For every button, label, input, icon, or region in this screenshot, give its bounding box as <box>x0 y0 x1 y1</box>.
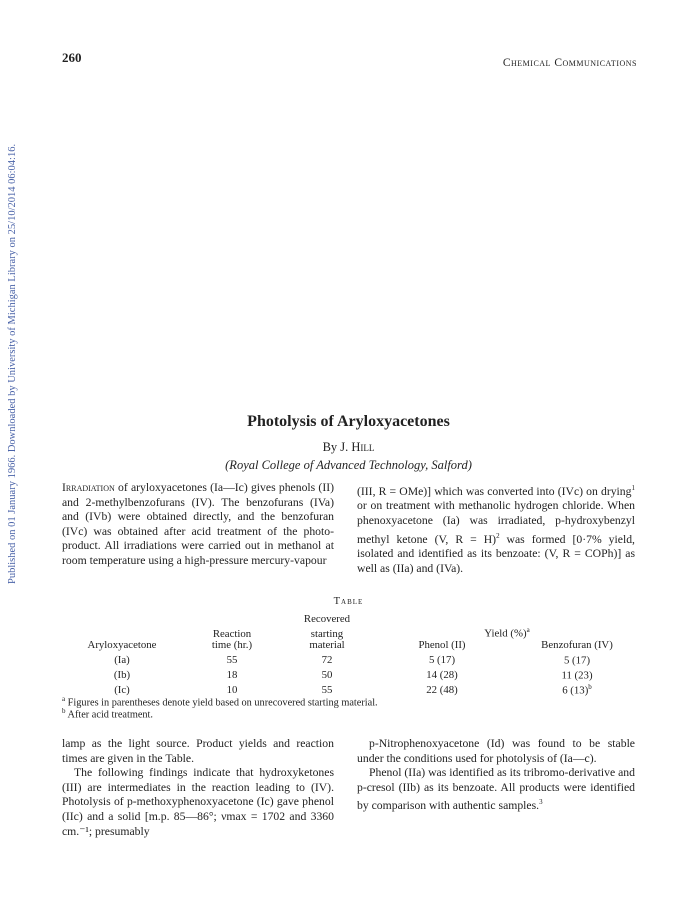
affiliation: (Royal College of Advanced Technology, Salford) <box>225 458 472 472</box>
benzofuran-mark: b <box>588 682 592 691</box>
benzofuran-value: 11 (23) <box>561 669 593 682</box>
table-row <box>62 652 642 667</box>
upper-left-column <box>62 481 334 569</box>
time-cell: 10 <box>226 684 238 697</box>
reference-2-mark: 2 <box>496 531 500 540</box>
table-footnote-b <box>62 707 153 720</box>
benzofuran-cell <box>512 652 642 667</box>
time-cell: 18 <box>226 669 238 682</box>
byline-prefix: By J. <box>322 440 349 454</box>
yield-group-header <box>372 625 642 640</box>
table-row <box>62 667 642 682</box>
table-caption: Table <box>333 596 364 607</box>
header-row-1 <box>62 614 642 625</box>
recovered-cell: 55 <box>321 684 333 697</box>
author-surname: Hill <box>351 440 375 454</box>
yield-table <box>62 614 642 697</box>
phenol-header: Phenol (II) <box>418 639 466 652</box>
journal-name: Chemical Communications <box>502 57 637 69</box>
recovered-cell: 50 <box>321 669 333 682</box>
benzofuran-cell <box>512 682 642 697</box>
benzofuran-value: 5 (17) <box>563 654 591 667</box>
paragraph <box>357 766 635 814</box>
aryloxyacetone-header: Aryloxyacetone <box>87 639 157 652</box>
paragraph: lamp as the light source. Product yields and reaction times are given in the Table. <box>62 737 334 765</box>
time-cell: 55 <box>226 654 238 667</box>
reference-1-mark: 1 <box>631 484 635 492</box>
lower-right-column <box>357 737 635 814</box>
yield-footnote-mark: a <box>526 626 530 635</box>
reference-3-mark: 3 <box>539 798 543 807</box>
compound-cell: (Ic) <box>114 684 130 697</box>
benzofuran-cell <box>512 667 642 682</box>
compound-cell: (Ia) <box>114 654 130 667</box>
lead-word: Irradiation <box>62 481 115 494</box>
paragraph: p-Nitrophenoxyacetone (Id) was found to be stable under the conditions used for photolysis of (Ia—c). <box>357 737 635 765</box>
recovered-header-2: starting <box>310 628 344 640</box>
paragraph-text: Phenol (IIa) was identified as its tribromo-derivative and p-cresol (IIb) as its benzoate. All products were identified by comparison with authentic samples. <box>357 766 635 813</box>
upper-right-text-2: or on treatment with methanolic hydrogen chloride. When phenoxyacetone (Ia) was irradiated, p-hydroxybenzyl methyl ketone (V, R = H) <box>357 499 635 546</box>
benzofuran-header: Benzofuran (IV) <box>541 639 613 652</box>
article-title: Photolysis of Aryloxyacetones <box>247 413 450 430</box>
download-notice[interactable]: Published on 01 January 1966. Downloaded by University of Michigan Library on 25/10/2014 06:04:16. <box>7 143 18 584</box>
phenol-cell: 22 (48) <box>426 684 458 697</box>
phenol-cell: 14 (28) <box>426 669 458 682</box>
reaction-header-2: time (hr.) <box>211 639 253 652</box>
lower-left-column <box>62 737 334 839</box>
upper-right-text-3: was formed [0·7% yield, isolated and identified as its benzoate: (V, R = COPh)] as well as (IIa) and (IVa). <box>357 532 635 575</box>
yield-group-label: Yield (%) <box>484 628 527 640</box>
reaction-header-1: Reaction <box>212 628 252 640</box>
recovered-cell: 72 <box>321 654 333 667</box>
phenol-cell: 5 (17) <box>428 654 456 667</box>
upper-right-column <box>357 481 635 576</box>
paragraph: The following findings indicate that hydroxyketones (III) are intermediates in the reaction leading to (IV). Photolysis of p-methoxyphenoxyacetone (Ic) gave phenol (IIc) and a solid [m.p. 85—86°; νmax = 1702 and 3360 cm.⁻¹; presumably <box>62 766 334 838</box>
recovered-header-3: material <box>309 639 345 652</box>
footnote-text: Figures in parentheses denote yield based on unrecovered starting material. <box>65 697 378 709</box>
footnote-mark: a <box>62 695 66 703</box>
header-row-2 <box>62 625 642 640</box>
footnote-mark: b <box>62 707 66 715</box>
benzofuran-value: 6 (13) <box>562 684 589 697</box>
upper-left-text: of aryloxyacetones (Ia—Ic) gives phenols (II) and 2-methylbenzofurans (IV). The benzofurans (IVa) and (IVb) were obtained directly, and the benzofuran (IVc) was obtained after acid treatment of the photo-product. All irradiations were carried out in methanol at room temperature using a high-pressure mercury-vapour <box>62 481 334 567</box>
upper-right-text-1: (III, R = OMe)] which was converted into (IVc) on drying <box>357 484 632 498</box>
byline <box>0 440 697 455</box>
recovered-header-1: Recovered <box>303 613 351 625</box>
page-number: 260 <box>62 50 82 65</box>
footnote-text: After acid treatment. <box>65 709 153 721</box>
compound-cell: (Ib) <box>113 669 131 682</box>
header-row-3 <box>62 640 642 651</box>
